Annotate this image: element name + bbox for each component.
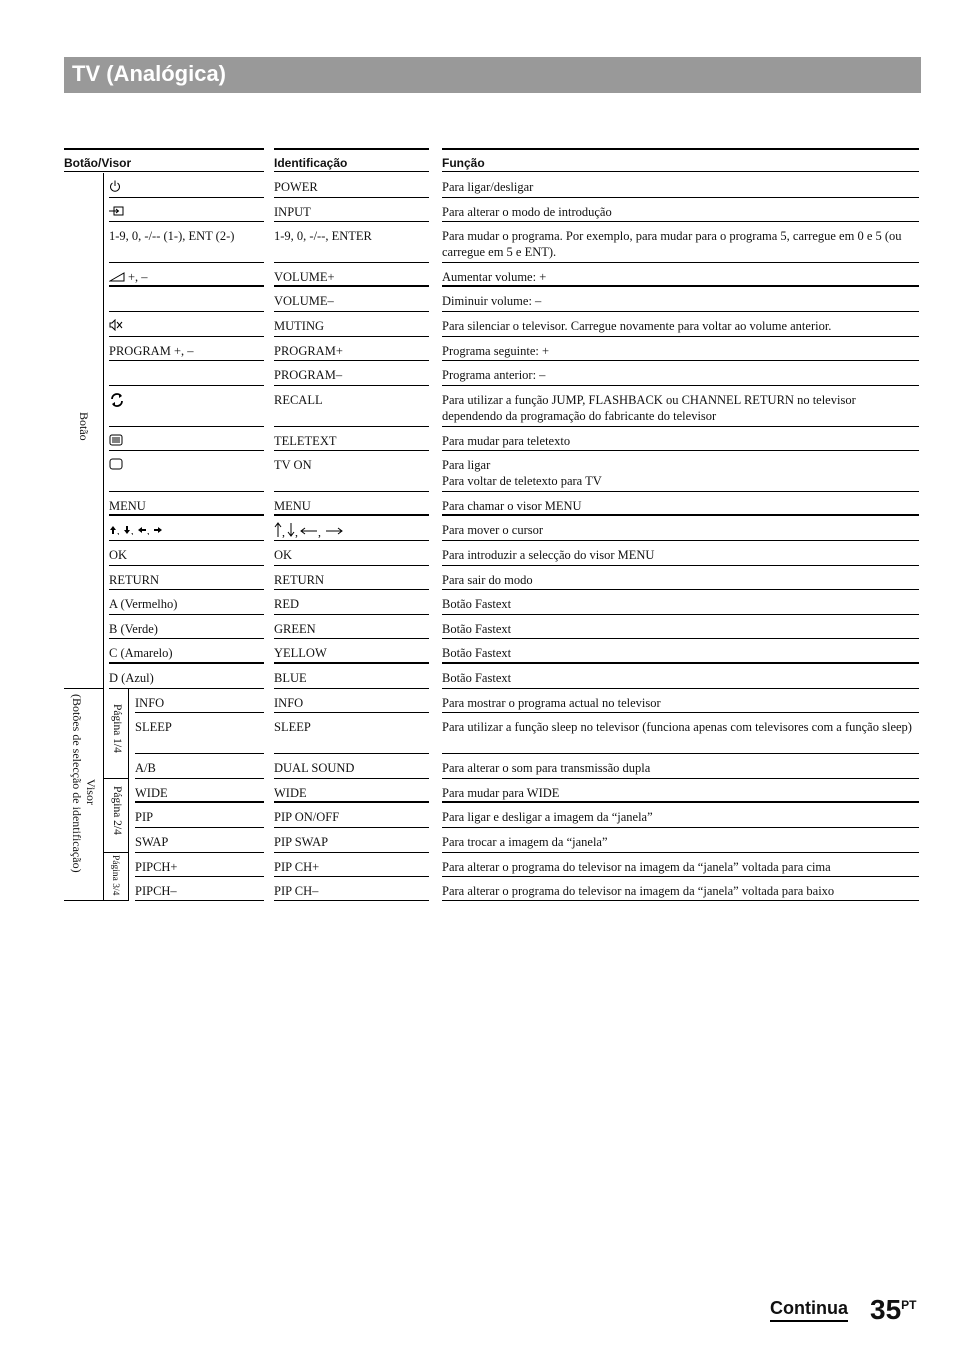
- function-cell: [442, 877, 919, 901]
- function-text: Para trocar a imagem da “janela”: [442, 835, 608, 849]
- function-cell: [442, 386, 919, 427]
- identification-label: DUAL SOUND: [274, 761, 355, 775]
- identification-label: TELETEXT: [274, 434, 337, 448]
- svg-text:,: ,: [131, 526, 134, 536]
- function-cell: [442, 492, 919, 516]
- title-bar: [64, 57, 921, 93]
- button-cell: [135, 779, 264, 803]
- identification-cell: [274, 779, 429, 803]
- recall-icon: [109, 392, 125, 412]
- function-text: Para ligar e desligar a imagem da “janela”: [442, 810, 653, 824]
- identification-cell: [274, 566, 429, 590]
- button-label: INFO: [135, 696, 165, 710]
- page-label-2: Página 2/4: [111, 786, 123, 835]
- button-cell: [135, 754, 264, 779]
- function-cell: [442, 541, 919, 566]
- button-cell: [109, 664, 264, 689]
- button-label: A/B: [135, 761, 156, 775]
- identification-cell: [274, 312, 429, 337]
- page-separator-1: [103, 778, 129, 779]
- identification-cell: [274, 222, 429, 263]
- identification-cell: [274, 198, 429, 222]
- button-label: SLEEP: [135, 720, 172, 734]
- mute-icon: [109, 319, 123, 335]
- identification-label: SLEEP: [274, 720, 311, 734]
- input-icon: [109, 205, 125, 221]
- function-text: Para mudar para WIDE: [442, 786, 560, 800]
- identification-label: PIP ON/OFF: [274, 810, 340, 824]
- button-cell: [109, 451, 264, 492]
- button-cell: [135, 803, 264, 828]
- function-cell: [442, 689, 919, 713]
- button-cell: [109, 386, 264, 427]
- button-cell: [135, 853, 264, 877]
- button-label: PROGRAM +, –: [109, 344, 194, 358]
- button-label: C (Amarelo): [109, 646, 173, 660]
- function-text: Para silenciar o televisor. Carregue novamente para voltar ao volume anterior.: [442, 319, 832, 333]
- function-text: Para alterar o modo de introdução: [442, 205, 612, 219]
- identification-cell: [274, 492, 429, 516]
- function-text: Para utilizar a função sleep no televisor (funciona apenas com televisores com a função sleep): [442, 720, 912, 734]
- identification-label: RECALL: [274, 393, 323, 407]
- identification-cell: [274, 877, 429, 901]
- identification-cell: [274, 541, 429, 566]
- identification-cell: [274, 516, 429, 541]
- identification-label: PIP SWAP: [274, 835, 329, 849]
- button-cell: [109, 492, 264, 516]
- svg-text:,: ,: [282, 525, 285, 538]
- arrows-line-icon: [274, 522, 344, 542]
- header-function: Função: [442, 148, 919, 172]
- function-text: Para ligar/desligar: [442, 180, 534, 194]
- button-label: +, –: [128, 270, 148, 284]
- function-text: Programa anterior: –: [442, 368, 546, 382]
- button-cell: [109, 287, 264, 312]
- function-text: Para introduzir a selecção do visor MENU: [442, 548, 655, 562]
- identification-cell: [274, 173, 429, 198]
- function-text: Para alterar o som para transmissão dupla: [442, 761, 651, 775]
- power-icon: [109, 180, 121, 196]
- function-cell: [442, 853, 919, 877]
- identification-label: WIDE: [274, 786, 307, 800]
- identification-cell: [274, 803, 429, 828]
- page-title: TV (Analógica): [72, 61, 227, 86]
- function-text: Para mover o cursor: [442, 523, 544, 537]
- identification-label: MENU: [274, 499, 311, 513]
- identification-label: MUTING: [274, 319, 324, 333]
- identification-cell: [274, 451, 429, 492]
- identification-label: VOLUME–: [274, 294, 334, 308]
- button-label: PIP: [135, 810, 154, 824]
- identification-label: PROGRAM+: [274, 344, 343, 358]
- button-cell: [109, 361, 264, 386]
- button-cell: [109, 516, 264, 541]
- group-label-visor-sub: (Botões de selecção de identificação): [70, 694, 84, 873]
- page-label-1: Página 1/4: [111, 704, 123, 753]
- button-cell: [109, 173, 264, 198]
- button-cell: [135, 713, 264, 754]
- function-text: Para ligar: [442, 458, 491, 472]
- identification-cell: [274, 615, 429, 639]
- teletext-icon: [109, 434, 123, 450]
- function-cell: [442, 828, 919, 853]
- button-label: PIPCH–: [135, 884, 177, 898]
- function-cell: [442, 198, 919, 222]
- function-text: Para utilizar a função JUMP, FLASHBACK ou CHANNEL RETURN no televisor dependendo da programação do fabricante do televisor: [442, 393, 856, 423]
- group-bottom: [64, 900, 104, 901]
- button-cell: [135, 828, 264, 853]
- function-text: Para alterar o programa do televisor na imagem da “janela” voltada para cima: [442, 860, 831, 874]
- function-text: Programa seguinte: +: [442, 344, 550, 358]
- identification-cell: [274, 754, 429, 779]
- identification-label: PIP CH–: [274, 884, 319, 898]
- identification-cell: [274, 590, 429, 615]
- group-separator: [64, 688, 104, 689]
- identification-cell: [274, 853, 429, 877]
- group-label-visor: Visor: [84, 779, 98, 805]
- svg-text:,: ,: [318, 525, 321, 538]
- button-label: B (Verde): [109, 622, 158, 636]
- function-text: Para alterar o programa do televisor na imagem da “janela” voltada para baixo: [442, 884, 835, 898]
- identification-cell: [274, 337, 429, 361]
- button-cell: [109, 312, 264, 337]
- button-cell: [109, 639, 264, 664]
- group-label-botao: Botão: [77, 412, 91, 441]
- identification-label: TV ON: [274, 458, 312, 472]
- function-cell: [442, 713, 919, 754]
- function-cell: [442, 639, 919, 664]
- identification-cell: [274, 689, 429, 713]
- identification-cell: [274, 386, 429, 427]
- function-cell: [442, 337, 919, 361]
- function-cell: [442, 427, 919, 451]
- button-label: WIDE: [135, 786, 168, 800]
- function-cell: [442, 615, 919, 639]
- function-cell: [442, 361, 919, 386]
- button-cell: [109, 222, 264, 263]
- identification-label: RED: [274, 597, 299, 611]
- function-text: Botão Fastext: [442, 671, 512, 685]
- identification-label: RETURN: [274, 573, 324, 587]
- button-cell: [109, 263, 264, 287]
- function-text: Para mostrar o programa actual no televisor: [442, 696, 661, 710]
- button-label: OK: [109, 548, 128, 562]
- function-text-line2: Para voltar de teletexto para TV: [442, 474, 602, 488]
- page-separator-3: [103, 900, 129, 901]
- button-label: MENU: [109, 499, 146, 513]
- function-cell: [442, 451, 919, 492]
- button-label: A (Vermelho): [109, 597, 178, 611]
- identification-label: INPUT: [274, 205, 311, 219]
- button-cell: [135, 689, 264, 713]
- button-cell: [109, 198, 264, 222]
- function-text: Botão Fastext: [442, 622, 512, 636]
- function-cell: [442, 287, 919, 312]
- function-cell: [442, 516, 919, 541]
- function-text: Para sair do modo: [442, 573, 533, 587]
- column-divider: [103, 173, 104, 901]
- svg-text:,: ,: [117, 526, 120, 536]
- identification-label: BLUE: [274, 671, 307, 685]
- svg-text:,: ,: [295, 525, 298, 538]
- button-label: RETURN: [109, 573, 159, 587]
- function-text: Aumentar volume: +: [442, 270, 547, 284]
- button-label: PIPCH+: [135, 860, 178, 874]
- identification-cell: [274, 263, 429, 287]
- function-cell: [442, 312, 919, 337]
- identification-cell: [274, 427, 429, 451]
- function-cell: [442, 664, 919, 689]
- function-cell: [442, 754, 919, 779]
- page-column-divider: [128, 689, 129, 901]
- identification-cell: [274, 664, 429, 689]
- volume-icon: [109, 270, 125, 286]
- header-identification: Identificação: [274, 148, 429, 172]
- identification-label: PROGRAM–: [274, 368, 343, 382]
- function-text: Para mudar para teletexto: [442, 434, 571, 448]
- header-button: Botão/Visor: [64, 148, 264, 172]
- continue-label: Continua: [770, 1298, 848, 1322]
- svg-text:,: ,: [147, 526, 150, 536]
- function-cell: [442, 566, 919, 590]
- identification-label: 1-9, 0, -/--, ENTER: [274, 229, 372, 243]
- identification-cell: [274, 361, 429, 386]
- function-cell: [442, 173, 919, 198]
- identification-cell: [274, 828, 429, 853]
- button-cell: [109, 590, 264, 615]
- function-cell: [442, 263, 919, 287]
- identification-label: POWER: [274, 180, 318, 194]
- identification-cell: [274, 713, 429, 754]
- function-cell: [442, 222, 919, 263]
- function-text: Botão Fastext: [442, 597, 512, 611]
- identification-cell: [274, 287, 429, 312]
- button-label: SWAP: [135, 835, 169, 849]
- page-number: $35^{PT}$: [870, 1294, 917, 1325]
- identification-label: PIP CH+: [274, 860, 320, 874]
- button-label: 1-9, 0, -/-- (1-), ENT (2-): [109, 229, 235, 243]
- identification-label: VOLUME+: [274, 270, 335, 284]
- arrows-solid-icon: [109, 523, 167, 539]
- identification-label: OK: [274, 548, 293, 562]
- function-text: Para chamar o visor MENU: [442, 499, 582, 513]
- function-text: Botão Fastext: [442, 646, 512, 660]
- page-separator-2: [103, 852, 129, 853]
- function-cell: [442, 590, 919, 615]
- button-cell: [109, 337, 264, 361]
- tv-icon: [109, 458, 123, 474]
- function-text: Diminuir volume: –: [442, 294, 542, 308]
- identification-label: INFO: [274, 696, 304, 710]
- button-cell: [109, 541, 264, 566]
- button-cell: [135, 877, 264, 901]
- button-cell: [109, 615, 264, 639]
- button-cell: [109, 427, 264, 451]
- function-cell: [442, 779, 919, 803]
- identification-cell: [274, 639, 429, 664]
- identification-label: GREEN: [274, 622, 316, 636]
- function-cell: [442, 803, 919, 828]
- button-cell: [109, 566, 264, 590]
- button-label: D (Azul): [109, 671, 154, 685]
- identification-label: YELLOW: [274, 646, 327, 660]
- function-text: Para mudar o programa. Por exemplo, para mudar para o programa 5, carregue em 0 e 5 (ou carregue em 5 e ENT).: [442, 229, 902, 259]
- page-label-3: Página 3/4: [110, 855, 120, 896]
